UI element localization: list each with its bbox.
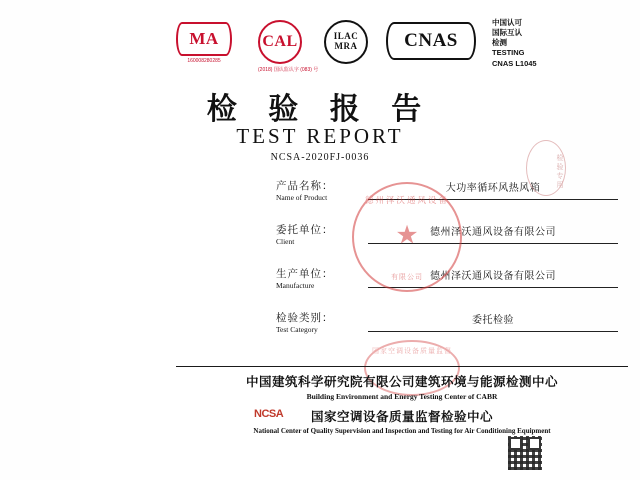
ilac-mra-logo-icon	[324, 20, 368, 64]
ima-mark	[176, 22, 232, 64]
cal-logo-icon: CAL	[258, 20, 302, 64]
field-value-manufacturer: 德州泽沃通风设备有限公司	[368, 268, 618, 288]
cnas-mark	[386, 22, 476, 60]
cnas-info-line1: 中国认可	[492, 18, 522, 27]
cnas-logo-icon: CNAS	[386, 22, 476, 60]
ilac-line2: MRA	[334, 41, 358, 51]
seal-star-icon: ★	[395, 220, 419, 250]
field-label-group	[276, 180, 368, 203]
field-row	[276, 180, 628, 224]
footer-block	[176, 372, 628, 435]
field-value-client: 德州泽沃通风设备有限公司	[368, 224, 618, 244]
cnas-accreditation-info	[492, 18, 537, 69]
field-label-en: Name of Product	[276, 193, 328, 203]
footer-org2-cn: 国家空调设备质量监督检验中心	[310, 410, 493, 424]
seal-top-text: 德州泽沃通风设备	[364, 195, 449, 205]
seal-bottom-text: 有限公司	[391, 273, 423, 281]
field-row	[276, 268, 628, 312]
field-label-en: Test Category	[276, 325, 318, 335]
footer-divider	[176, 366, 628, 367]
page-title-en: TEST REPORT	[236, 124, 404, 148]
certification-marks	[176, 14, 626, 73]
ilac-mra-mark	[324, 20, 368, 64]
edge-seal-stamp: 检验专用	[526, 140, 566, 196]
field-label-cn: 生产单位：	[276, 269, 334, 280]
page-title-cn: 检 验 报 告	[206, 93, 434, 126]
field-label-group	[276, 268, 368, 291]
field-row	[276, 312, 628, 356]
field-label-cn: 产品名称：	[276, 181, 334, 192]
field-label-en: Manufacture	[276, 281, 315, 291]
field-label-cn: 检验类别：	[276, 313, 334, 324]
qr-code-icon	[508, 436, 542, 470]
field-label-cn: 委托单位：	[276, 225, 334, 236]
report-fields	[276, 180, 628, 356]
cnas-info-line4: TESTING	[492, 48, 525, 58]
cnas-info-line3: 检测	[492, 38, 507, 48]
cnas-info-line5: CNAS L1045	[492, 58, 537, 68]
ima-caption: 160008280285	[187, 58, 221, 64]
footer-org1-cn: 中国建筑科学研究院有限公司建筑环境与能源检测中心	[245, 375, 558, 389]
ilac-line1: ILAC	[333, 31, 359, 42]
report-sheet	[80, 0, 564, 480]
report-number: NCSA-2020FJ-0036	[270, 152, 370, 163]
ima-logo-icon: MA	[176, 22, 232, 56]
footer-org1-en: Building Environment and Energy Testing Center of CABR	[306, 392, 498, 401]
field-label-group	[276, 312, 368, 335]
cal-caption: (2018) 国认监认字 (083) 号	[258, 67, 319, 73]
cal-mark	[258, 20, 318, 73]
field-label-en: Client	[276, 237, 295, 247]
ncsa-logo: NCSA	[254, 408, 284, 420]
field-label-group	[276, 224, 368, 247]
field-value-product-name: 大功率循环风热风箱	[368, 180, 618, 200]
center-seal-text: 国家空调设备质量监督	[372, 347, 452, 355]
field-value-test-category: 委托检验	[368, 312, 618, 332]
cnas-info-line2: 国际互认	[492, 28, 522, 38]
footer-org2-en: National Center of Quality Supervision and Inspection and Testing for Air Conditioning Equipment	[253, 427, 551, 435]
field-row	[276, 220, 628, 268]
